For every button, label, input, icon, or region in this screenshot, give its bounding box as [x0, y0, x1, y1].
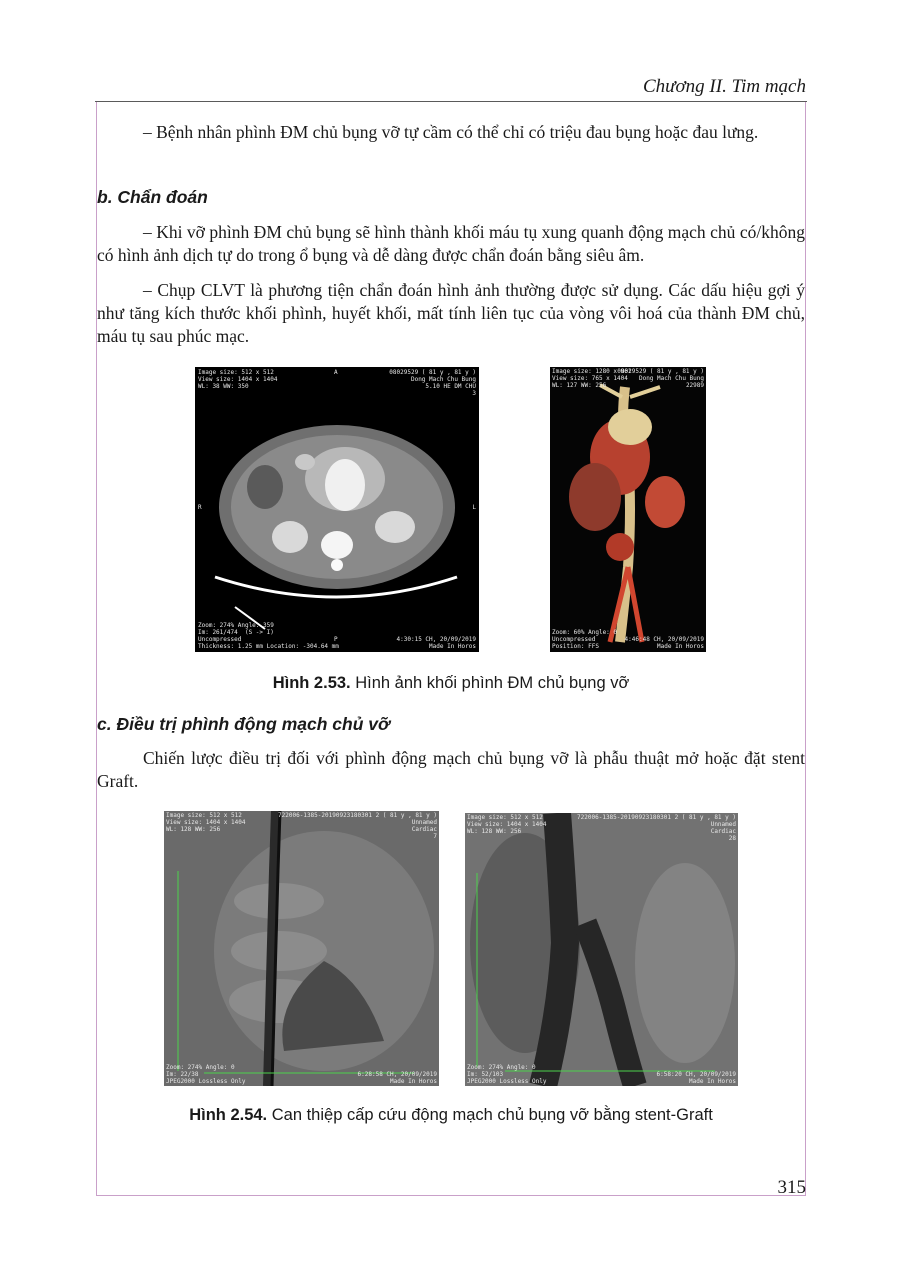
figure-2-54-label: Hình 2.54.: [189, 1106, 268, 1124]
ct-overlay-mid-left: R: [198, 504, 202, 511]
vr-overlay-top-right: 08029529 ( 81 y , 81 y ) Dong Mach Chu Bung 22989: [617, 368, 704, 389]
angiogram-left-image: [164, 811, 439, 1086]
angiogram-right-image: [465, 813, 738, 1086]
heading-diagnosis: b. Chẩn đoán: [97, 187, 208, 207]
paragraph-rupture-symptoms: – Bệnh nhân phình ĐM chủ bụng vỡ tự cầm có thể chỉ có triệu đau bụng hoặc đau lưng.: [143, 122, 759, 142]
angio-left-overlay-top-right: 722006-1385-20190923180301 2 ( 81 y , 81 y ) Unnamed Cardiac 7: [278, 812, 437, 840]
figure-2-53-caption: [97, 674, 805, 693]
chapter-header: Chương II. Tim mạch: [642, 76, 806, 97]
ct-overlay-mid-right: L: [472, 504, 476, 511]
angio-left-overlay-bottom-right: 6:28:58 CH, 20/09/2019 Made In Horos: [357, 1071, 437, 1085]
angio-left-overlay-bottom-left: Zoom: 274% Angle: 0 Im: 22/38 JPEG2000 Lossless Only: [166, 1064, 246, 1085]
angio-left-overlay-top-left: Image size: 512 x 512 View size: 1404 x 1404 WL: 128 WW: 256: [166, 812, 246, 833]
ct-overlay-top-left: Image size: 512 x 512 View size: 1404 x 1404 WL: 38 WW: 350: [198, 369, 278, 390]
page-number: 315: [777, 1177, 806, 1198]
paragraph-treatment-strategy: Chiến lược điều trị đối với phình động mạch chủ bụng vỡ là phẫu thuật mở hoặc đặt stent Graft.: [97, 748, 805, 791]
angio-right-overlay-bottom-right: 6:58:20 CH, 20/09/2019 Made In Horos: [656, 1071, 736, 1085]
figure-2-53-label: Hình 2.53.: [272, 674, 351, 692]
ct-volume-render-image: [550, 367, 706, 652]
angiogram-right-graphic: [465, 813, 738, 1086]
figure-2-54-caption: [97, 1106, 805, 1125]
ct-axial-graphic: [195, 367, 479, 652]
page-frame-bottom: [96, 1195, 806, 1196]
vr-overlay-bottom-left: Zoom: 60% Angle: 0 Uncompressed Position: FFS: [552, 629, 618, 650]
paragraph-ultrasound: – Khi vỡ phình ĐM chủ bụng sẽ hình thành khối máu tụ xung quanh động mạch chủ có/không có hình ảnh dịch tự do trong ổ bụng và dễ dàng được chẩn đoán bằng siêu âm.: [97, 222, 805, 265]
angio-right-overlay-bottom-left: Zoom: 274% Angle: 0 Im: 52/103 JPEG2000 Lossless Only: [467, 1064, 547, 1085]
paragraph-ct: – Chụp CLVT là phương tiện chẩn đoán hình ảnh thường được sử dụng. Các dấu hiệu gợi ý như tăng kích thước khối phình, huyết khối, mất tính liên tục của vòng vôi hoá của thành ĐM chủ, máu tụ sau phúc mạc.: [97, 280, 805, 346]
ct-overlay-bottom-left: Zoom: 274% Angle: 359 Im: 261/474 (S -> I) Uncompressed Thickness: 1.25 mm Location: -304.64 mm: [198, 622, 339, 650]
figure-2-54-text: Can thiệp cấp cứu động mạch chủ bụng vỡ bằng stent-Graft: [271, 1106, 713, 1124]
page-frame-right: [805, 101, 806, 1195]
vr-overlay-top-left: Image size: 1280 x 961 View size: 765 x 1404 WL: 127 WW: 256: [552, 368, 632, 389]
ct-overlay-bottom-right: 4:30:15 CH, 20/09/2019 Made In Horos: [396, 636, 476, 650]
ct-overlay-top-right: 08029529 ( 81 y , 81 y ) Dong Mach Chu Bung 5.10 HE DM CHU 3: [389, 369, 476, 397]
figure-2-53-text: Hình ảnh khối phình ĐM chủ bụng vỡ: [355, 674, 630, 692]
heading-treatment: c. Điều trị phình động mạch chủ vỡ: [97, 714, 390, 734]
angiogram-left-graphic: [164, 811, 439, 1086]
ct-axial-image: [195, 367, 479, 652]
header-rule: [95, 101, 807, 102]
ct-overlay-bottom-center: P: [334, 636, 338, 643]
angio-right-overlay-top-right: 722006-1385-20190923180301 2 ( 81 y , 81 y ) Unnamed Cardiac 28: [577, 814, 736, 842]
ct-overlay-top-center: A: [334, 369, 338, 376]
vr-overlay-bottom-right: 4:46:48 CH, 20/09/2019 Made In Horos: [624, 636, 704, 650]
volume-render-graphic: [550, 367, 706, 652]
angio-right-overlay-top-left: Image size: 512 x 512 View size: 1404 x 1404 WL: 128 WW: 256: [467, 814, 547, 835]
